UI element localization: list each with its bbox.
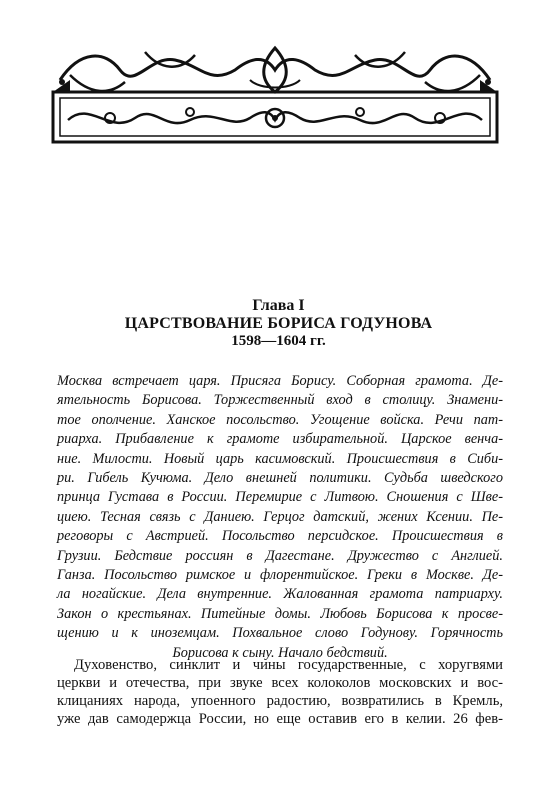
decorative-ornament-header <box>50 40 500 146</box>
summary-line: ние. Милости. Новый царь касимовский. Происшествия в Сиби- <box>57 450 503 467</box>
chapter-years: 1598—1604 гг. <box>231 333 326 349</box>
body-line: Духовенство, синклит и чины государственные, с хоругвями <box>74 657 503 673</box>
summary-line: принца Густава в России. Перемирие с Литвою. Сношения с Шве- <box>57 489 503 506</box>
summary-line: ла ногайские. Дела внутренние. Жалованная грамота патриарху. <box>57 586 503 603</box>
summary-line: тое ополчение. Ханское посольство. Угощение войска. Речи пат- <box>57 411 503 428</box>
summary-line: ри. Гибель Кучюма. Дело внешней политики. Судьба шведского <box>57 470 503 487</box>
summary-line: Москва встречает царя. Присяга Борису. Соборная грамота. Де- <box>57 373 503 389</box>
summary-line: ятельность Борисова. Торжественный вход в столицу. Знамени- <box>57 392 503 409</box>
summary-line: реговоры с Австрией. Посольство персидское. Происшествия в <box>57 528 503 545</box>
chapter-number: Глава I <box>252 297 305 314</box>
summary-line: Закон о крестьянах. Питейные домы. Любовь Борисова к просве- <box>57 605 503 622</box>
summary-line: циею. Тесная связь с Даниею. Герцог датский, жених Ксении. Пе- <box>57 508 503 525</box>
summary-line: риарха. Прибавление к грамоте избирательной. Царское венча- <box>57 431 503 448</box>
body-line: церкви и отечества, при звуке всех колоколов московских и вос- <box>57 675 503 691</box>
body-line: уже дав самодержца России, но еще оставив его в келии. 26 фев- <box>57 711 503 727</box>
body-paragraph <box>57 656 503 728</box>
chapter-summary <box>57 372 503 663</box>
summary-line: Борисова к сыну. Начало бедствий. <box>172 644 388 661</box>
summary-line: Грузии. Бедствие россиян в Дагестане. Дружество с Англией. <box>57 547 503 564</box>
summary-line: щению и к иноземцам. Похвальное слово Годунову. Горячность <box>57 625 503 642</box>
summary-line: Ганза. Посольство римское и флорентийское. Греки в Москве. Де- <box>57 567 503 584</box>
chapter-title: ЦАРСТВОВАНИЕ БОРИСА ГОДУНОВА <box>124 315 433 332</box>
body-line: клицаниях народа, упоенного радостию, возвратились в Кремль, <box>57 693 503 709</box>
